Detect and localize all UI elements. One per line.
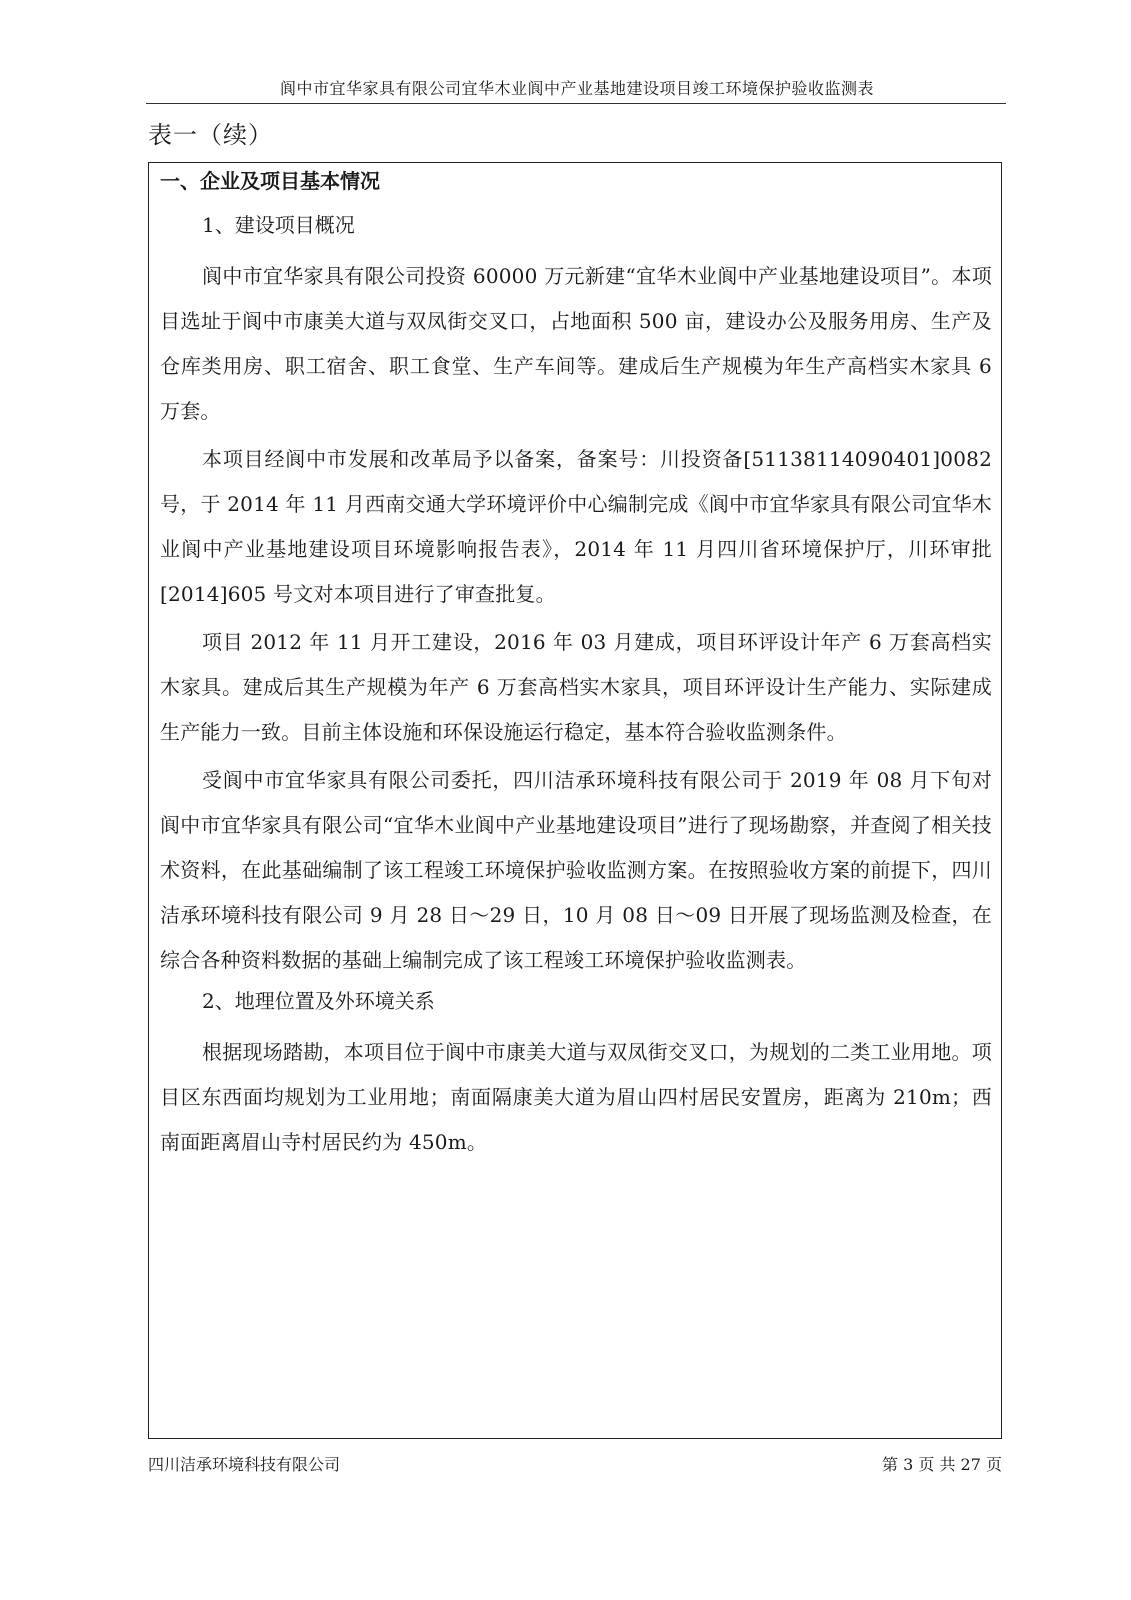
subsection-heading: 1、建设项目概况 — [202, 213, 355, 237]
paragraph: 根据现场踏勘，本项目位于阆中市康美大道与双凤街交叉口，为规划的二类工业用地。项目区东西面均规划为工业用地；南面隔康美大道为眉山四村居民安置房，距离为 210m；西南面距离眉山寺村居民约为 450m。 — [160, 1040, 992, 1154]
footer-company: 四川洁承环境科技有限公司 — [148, 1455, 341, 1474]
document-header-title: 阆中市宜华家具有限公司宜华木业阆中产业基地建设项目竣工环境保护验收监测表 — [279, 79, 874, 98]
page-number: 第 3 页 共 27 页 — [882, 1455, 1002, 1474]
paragraph: 项目 2012 年 11 月开工建设，2016 年 03 月建成，项目环评设计年产 6 万套高档实木家具。建成后其生产规模为年产 6 万套高档实木家具，项目环评设计生产能力、实际建成生产能力一致。目前主体设施和环保设施运行稳定，基本符合验收监测条件。 — [160, 630, 992, 744]
table-heading: 表一（续） — [148, 121, 273, 149]
subsection-heading: 2、地理位置及外环境关系 — [202, 989, 435, 1013]
paragraph: 受阆中市宜华家具有限公司委托，四川洁承环境科技有限公司于 2019 年 08 月下旬对阆中市宜华家具有限公司“宜华木业阆中产业基地建设项目”进行了现场勘察，并查阅了相关技术资料，在此基础编制了该工程竣工环境保护验收监测方案。在按照验收方案的前提下，四川洁承环境科技有限公司 9 月 28 日～29 日，10 月 08 日～09 日开展了现场监测及检查，在综合各种资料数据的基础上编制完成了该工程竣工环境保护验收监测表。 — [160, 768, 992, 972]
section-title: 一、企业及项目基本情况 — [160, 169, 380, 193]
paragraph: 本项目经阆中市发展和改革局予以备案，备案号：川投资备[51138114090401]0082 号，于 2014 年 11 月西南交通大学环境评价中心编制完成《阆中市宜华家具有限公司宜华木业阆中产业基地建设项目环境影响报告表》，2014 年 11 月四川省环境保护厅，川环审批[2014]605 号文对本项目进行了审查批复。 — [160, 447, 992, 606]
paragraph: 阆中市宜华家具有限公司投资 60000 万元新建“宜华木业阆中产业基地建设项目”。本项目选址于阆中市康美大道与双凤街交叉口，占地面积 500 亩，建设办公及服务用房、生产及仓库类用房、职工宿舍、职工食堂、生产车间等。建成后生产规模为年生产高档实木家具 6 万套。 — [160, 264, 992, 423]
table-content — [160, 166, 992, 1168]
header-divider — [146, 103, 1006, 104]
